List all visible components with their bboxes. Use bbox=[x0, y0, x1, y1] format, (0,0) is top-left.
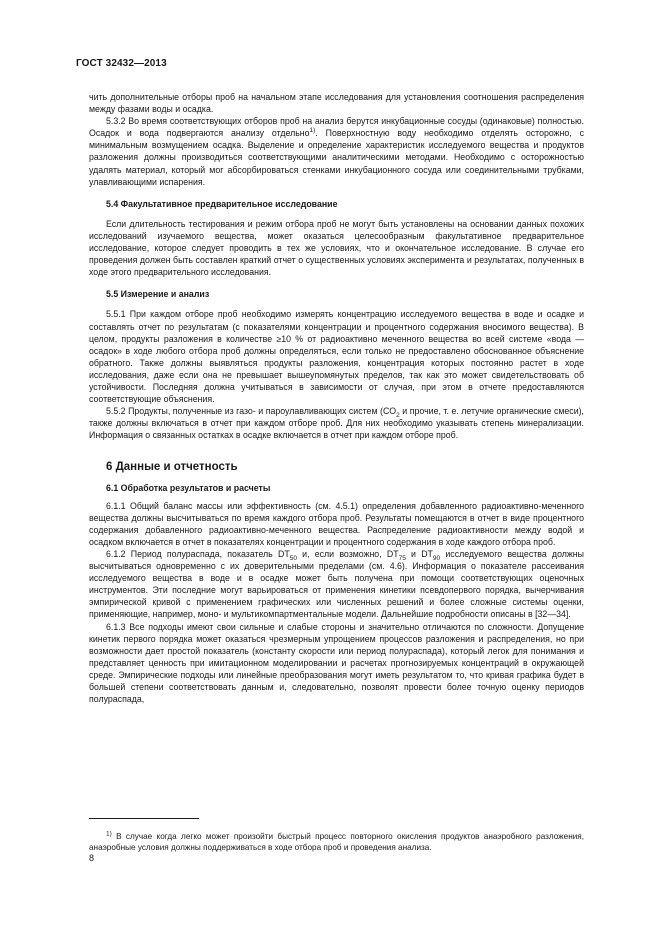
heading-5-4: 5.4 Факультативное предварительное исследование bbox=[106, 198, 338, 209]
body-text bbox=[89, 91, 584, 705]
paragraph-5-3-2-part2: . Поверхностную воду необходимо отделять осторожно, с минимальным возмущением осадка. Выделение и определение характеристик исследуемого вещества и продуктов разложения должны производиться соответствующими аналитическими методами. Необходимо с осторожностью удалять материал, который мог абсорбироваться стенками инкубационного сосуда или соединительными трубками, улавливающими испарения. bbox=[89, 128, 584, 187]
footnote-ref: 1) bbox=[309, 127, 316, 135]
paragraph-6-1-2-part2: и, если возможно, DT bbox=[296, 549, 399, 559]
standard-header: ГОСТ 32432—2013 bbox=[76, 58, 167, 69]
footnote-divider bbox=[89, 818, 199, 819]
paragraph-6-1-2-part3: и DT bbox=[405, 549, 433, 559]
paragraph-5-3-2-part1: 5.3.2 Во время соответствующих отборов проб на анализ берутся инкубационные сосуды (одинаковые) полностью. Осадок и вода подвергаются анализу отдельно bbox=[89, 116, 584, 139]
paragraph-5-5-1: 5.5.1 При каждом отборе проб необходимо измерять концентрацию исследуемого вещества в воде и осадке и составлять отчет по результатам (с показателями концентрации и процентного содержания вносимого вещества). В целом, продукты разложения в количестве ≥10 % от радиоактивно меченного вещества во всей системе «вода — осадок» в ходе любого отбора проб должны определяться, если только не предоставлено обоснованное объяснение обратного. Также должны выявляться продукты разложения, концентрация которых постоянно растет в ходе исследования, даже если она не превышает вышеупомянутых пределов, так как это может свидетельствовать об устойчивости. Последняя должна учитываться в зависимости от случая, при этом в отчете предоставляются соответствующие объяснения. bbox=[89, 309, 584, 405]
footnote bbox=[89, 831, 584, 853]
paragraph-6-1-2-part4: исследуемого вещества должны высчитываться одновременно с их доверительными пределами (см. 4.6). Информация о показателе рассеивания исследуемого вещества в воде и в осадке может быть получена при помощи соответствующих оценочных инструментов. Эти последние могут варьироваться от применения кинетики псевдопервого порядка, вычерчивания эмпирической кривой с применением графических или численных решений и более сложные системы оценки, применяющие, например, моно- и мультикомпартментальные модели. Дальнейшие подробности описаны в [32—34]. bbox=[89, 549, 584, 620]
paragraph-5-5-2-part2: и прочие, т. е. летучие органические смеси), также должны включаться в отчет при каждом отборе проб. Для них необходимо указывать степень минерализации. Информация о связанных остатках в осадке включается в отчет при каждом отборе проб. bbox=[89, 406, 584, 441]
heading-6: 6 Данные и отчетность bbox=[106, 461, 238, 474]
footnote-marker: 1) bbox=[106, 830, 112, 838]
paragraph-5-3-2 bbox=[89, 115, 584, 188]
paragraph-6-1-2-part1: 6.1.2 Период полураспада, показатель DT bbox=[106, 549, 290, 559]
heading-6-1: 6.1 Обработка результатов и расчеты bbox=[106, 482, 271, 493]
paragraph-6-1-1: 6.1.1 Общий баланс массы или эффективность (см. 4.5.1) определения добавленного радиоактивно-меченного вещества должны высчитываться по время каждого отбора проб. Результаты помещаются в отчет в виде процентного содержания добавленного радиоактивно-меченного вещества. Распределение радиоактивности между водой и осадком включается в отчет в показателях концентрации и процентного содержания в ходе каждого отбора проб. bbox=[89, 500, 584, 547]
footnote-text: В случае когда легко может произойти быстрый процесс повторного окисления продуктов анаэробного разложения, анаэробные условия должны поддерживаться в ходе отбора проб и проведения анализа. bbox=[89, 832, 584, 853]
paragraph-6-1-3: 6.1.3 Все подходы имеют свои сильные и слабые стороны и значительно отличаются по сложности. Допущение кинетик первого порядка может оказаться чрезмерным упрощением процессов разложения и распределения, но при возможности дает простой показатель (константу скорости или период полураспада), который легок для понимания и представляет ценность при имитационном моделировании и расчетах прогнозируемых концентраций в окружающей среде. Эмпирические подходы или линейные преобразования могут иметь результатом то, что кривая графика будет в большей степени соответствовать данным и, следовательно, позволят провести более точную оценку периодов полураспада, bbox=[89, 621, 584, 705]
paragraph-6-1-2 bbox=[89, 548, 584, 621]
dt75-subscript: 75 bbox=[398, 554, 406, 562]
dt50-subscript: 50 bbox=[289, 554, 297, 562]
page-number: 8 bbox=[89, 853, 95, 863]
paragraph-5-4: Если длительность тестирования и режим отбора проб не могут быть установлены на основании данных похожих исследований изучаемого вещества, может оказаться целесообразным факультативное предварительное исследование, которое следует проводить в тех же условиях, что и окончательное исследование. В случае его проведения должен быть составлен краткий отчет о существенных условиях эксперимента и результатах, полученных в ходе этого предварительного исследования. bbox=[89, 218, 584, 278]
dt90-subscript: 90 bbox=[432, 554, 441, 562]
paragraph-continuation: чить дополнительные отборы проб на начальном этапе исследования для установления соотношения распределения между фазами воды и осадка. bbox=[89, 92, 584, 115]
heading-5-5: 5.5 Измерение и анализ bbox=[106, 289, 210, 300]
paragraph-5-5-2-part1: 5.5.2 Продукты, полученные из газо- и пароулавливающих систем (CO bbox=[106, 406, 397, 417]
paragraph-5-5-2 bbox=[89, 405, 584, 441]
co2-subscript: 2 bbox=[396, 411, 400, 419]
